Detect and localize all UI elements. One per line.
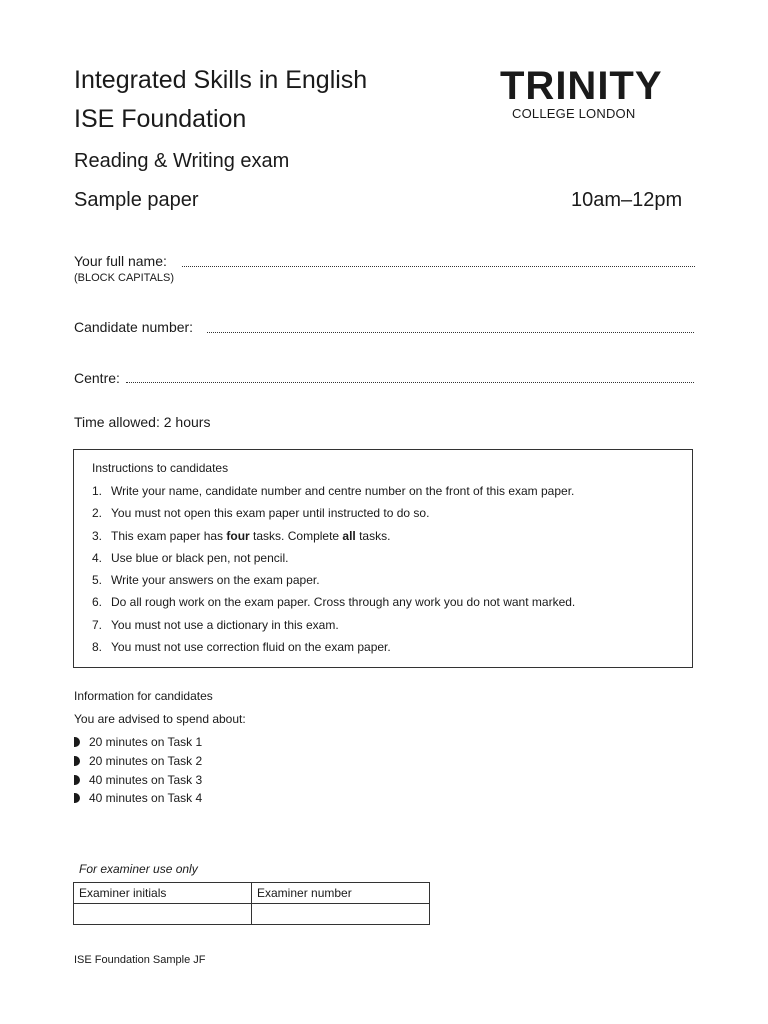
instruction-item bbox=[92, 528, 575, 550]
bullet-icon bbox=[74, 737, 80, 747]
examiner-number-cell[interactable] bbox=[252, 904, 430, 925]
instruction-item bbox=[92, 505, 575, 527]
instruction-item bbox=[92, 594, 575, 616]
block-capitals-note: (BLOCK CAPITALS) bbox=[74, 272, 175, 284]
examiner-table bbox=[73, 882, 430, 925]
examiner-use-heading: For examiner use only bbox=[79, 862, 198, 876]
examiner-initials-cell[interactable] bbox=[74, 904, 252, 925]
list-item-text: 20 minutes on Task 1 bbox=[89, 735, 203, 750]
instruction-number: 2. bbox=[92, 506, 103, 521]
instruction-text: You must not open this exam paper until instructed to do so. bbox=[111, 506, 430, 521]
paper-type: Sample paper bbox=[74, 189, 199, 211]
instruction-emphasis: all bbox=[342, 528, 356, 543]
examiner-number-header: Examiner number bbox=[252, 883, 430, 904]
instructions-box bbox=[73, 449, 693, 668]
instruction-number: 6. bbox=[92, 595, 103, 610]
full-name-label: Your full name: bbox=[74, 253, 167, 269]
instruction-text: Write your name, candidate number and centre number on the front of this exam paper. bbox=[111, 484, 575, 498]
bullet-icon bbox=[74, 756, 80, 766]
instructions-list bbox=[92, 483, 575, 661]
instruction-text: Write your answers on the exam paper. bbox=[111, 573, 320, 588]
trinity-logo: TRINITY bbox=[500, 64, 663, 108]
list-item bbox=[74, 770, 202, 789]
time-allowed-value: 2 hours bbox=[159, 414, 211, 430]
page-footer: ISE Foundation Sample JF bbox=[74, 954, 206, 966]
instruction-item bbox=[92, 617, 575, 639]
instruction-item bbox=[92, 639, 575, 661]
centre-label: Centre: bbox=[74, 370, 120, 386]
full-name-field[interactable] bbox=[182, 266, 695, 267]
centre-field[interactable] bbox=[126, 382, 694, 383]
instruction-number: 8. bbox=[92, 640, 103, 655]
information-title: Information for candidates bbox=[74, 689, 213, 703]
time-allowed bbox=[74, 413, 210, 431]
candidate-number-field[interactable] bbox=[207, 332, 694, 333]
instruction-emphasis: four bbox=[226, 528, 250, 543]
instruction-text: Do all rough work on the exam paper. Cross through any work you do not want marked. bbox=[111, 595, 576, 610]
instruction-number: 1. bbox=[92, 484, 103, 498]
bullet-icon bbox=[74, 775, 80, 785]
instruction-item bbox=[92, 550, 575, 572]
information-subtitle: You are advised to spend about: bbox=[74, 712, 246, 726]
instruction-item bbox=[92, 483, 575, 505]
instruction-number: 5. bbox=[92, 573, 103, 588]
timing-list bbox=[74, 733, 202, 808]
instruction-number: 7. bbox=[92, 617, 103, 632]
instruction-number: 4. bbox=[92, 550, 103, 565]
trinity-logo-subtitle: COLLEGE LONDON bbox=[512, 106, 636, 121]
instruction-text-part: tasks. bbox=[355, 528, 391, 543]
bullet-icon bbox=[74, 793, 80, 803]
list-item-text: 20 minutes on Task 2 bbox=[89, 754, 203, 769]
exam-time: 10am–12pm bbox=[571, 189, 683, 211]
time-allowed-label: Time allowed: bbox=[74, 414, 160, 430]
list-item bbox=[74, 752, 202, 771]
instruction-item bbox=[92, 572, 575, 594]
instruction-number: 3. bbox=[92, 528, 103, 543]
examiner-initials-header: Examiner initials bbox=[74, 883, 252, 904]
table-row bbox=[74, 883, 430, 904]
list-item-text: 40 minutes on Task 4 bbox=[89, 791, 203, 806]
instruction-text: You must not use correction fluid on the exam paper. bbox=[111, 640, 391, 655]
exam-title: Integrated Skills in English bbox=[74, 66, 368, 94]
instruction-text: Use blue or black pen, not pencil. bbox=[111, 550, 289, 565]
exam-level: ISE Foundation bbox=[74, 105, 247, 133]
instructions-title: Instructions to candidates bbox=[92, 461, 229, 475]
instruction-text-part: This exam paper has bbox=[111, 528, 227, 543]
instruction-text: You must not use a dictionary in this exam. bbox=[111, 617, 339, 632]
candidate-number-label: Candidate number: bbox=[74, 319, 194, 335]
list-item bbox=[74, 789, 202, 808]
list-item bbox=[74, 733, 202, 752]
instruction-text bbox=[111, 528, 390, 550]
exam-component: Reading & Writing exam bbox=[74, 150, 290, 172]
list-item-text: 40 minutes on Task 3 bbox=[89, 772, 203, 787]
instruction-text-part: tasks. Complete bbox=[249, 528, 343, 543]
table-row bbox=[74, 904, 430, 925]
